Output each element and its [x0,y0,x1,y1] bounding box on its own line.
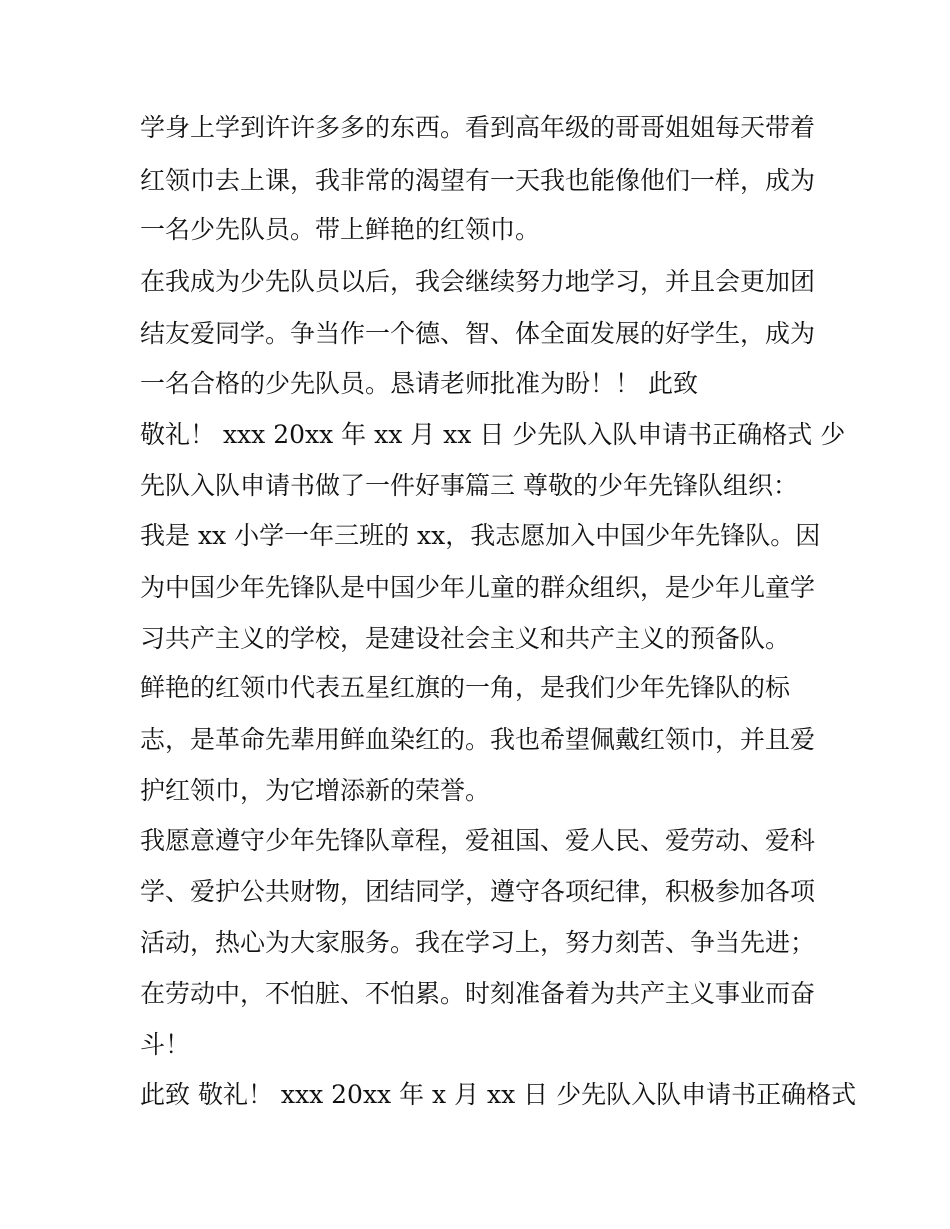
text-line: 护红领巾，为它增添新的荣誉。 [140,776,491,805]
text-line: 我是 xx 小学一年三班的 xx，我志愿加入中国少年先锋队。因 [140,521,821,550]
text-line: 活动，热心为大家服务。我在学习上，努力刻苦、争当先进； [140,928,816,957]
text-line: 志，是革命先辈用鲜血染红的。我也希望佩戴红领巾，并且爱 [140,725,816,754]
text-line: 一名合格的少先队员。恳请老师批准为盼！！ 此致 [140,369,698,398]
text-line: 在劳动中，不怕脏、不怕累。时刻准备着为共产主义事业而奋 [140,979,816,1008]
text-line: 为中国少年先锋队是中国少年儿童的群众组织，是少年儿童学 [140,573,816,602]
text-line: 学、爱护公共财物，团结同学，遵守各项纪律，积极参加各项 [140,877,816,906]
text-line: 此致 敬礼！ xxx 20xx 年 x 月 xx 日 少先队入队申请书正确格式 [140,1080,857,1109]
text-line: 在我成为少先队员以后，我会继续努力地学习，并且会更加团 [140,267,816,296]
text-line: 学身上学到许许多多的东西。看到高年级的哥哥姐姐每天带着 [140,113,816,142]
text-line: 一名少先队员。带上鲜艳的红领巾。 [140,215,541,244]
text-line: 鲜艳的红领巾代表五星红旗的一角，是我们少年先锋队的标 [140,673,791,702]
text-line: 红领巾去上课，我非常的渴望有一天我也能像他们一样，成为 [140,166,816,195]
text-line: 结友爱同学。争当作一个德、智、体全面发展的好学生，成为 [140,319,816,348]
text-line: 敬礼！ xxx 20xx 年 xx 月 xx 日 少先队入队申请书正确格式 少 [140,420,846,449]
text-line: 先队入队申请书做了一件好事篇三 尊敬的少年先锋队组织： [140,471,798,500]
text-line: 斗！ [140,1030,191,1059]
text-line: 习共产主义的学校，是建设社会主义和共产主义的预备队。 [140,624,791,653]
text-line: 我愿意遵守少年先锋队章程，爱祖国、爱人民、爱劳动、爱科 [140,826,816,855]
